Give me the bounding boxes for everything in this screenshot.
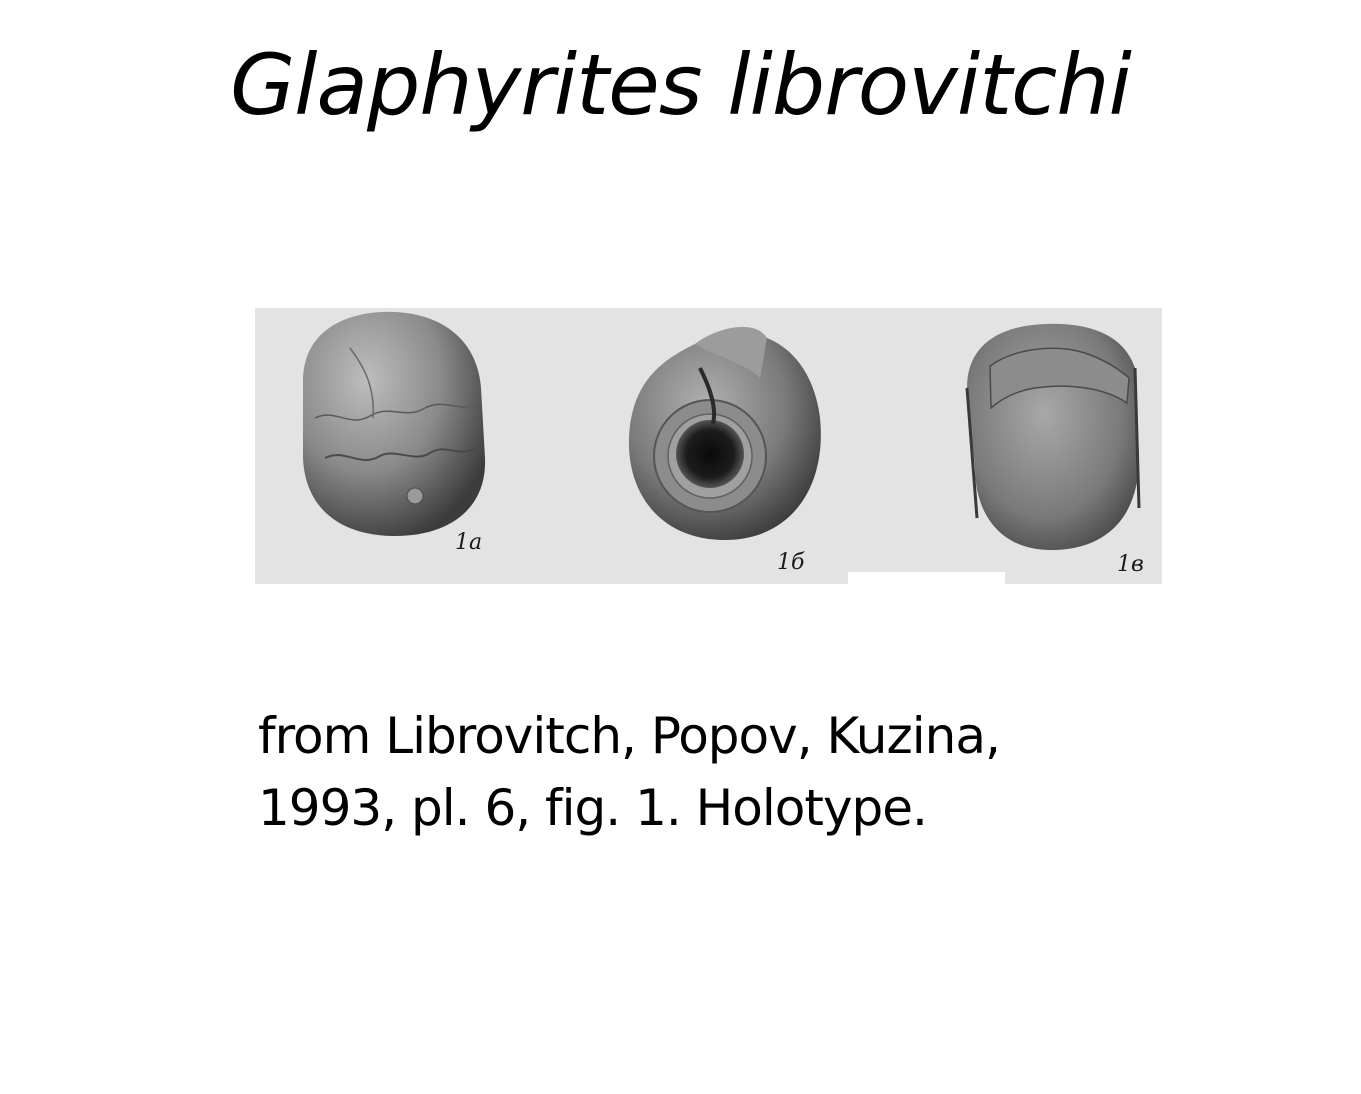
figure-caption [258,700,1158,844]
caption-line-2: 1993, pl. 6, fig. 1. Holotype. [258,779,927,837]
caption-line-1: from Librovitch, Popov, Kuzina, [258,707,1000,765]
ammonite-side-view-icon [303,312,485,536]
fossil-plate-photo [255,308,1162,584]
ammonite-apertural-view-icon [967,324,1139,550]
figure-label-1b: 1б [777,550,805,575]
page-title: Glaphyrites librovitchi [230,36,1131,134]
figure-label-1a: 1a [455,530,483,555]
figure-label-1v: 1в [1117,552,1144,577]
